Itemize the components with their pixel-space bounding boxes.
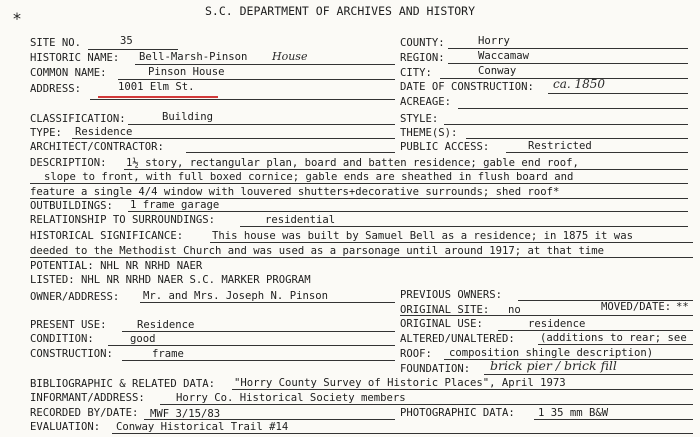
informant-value: Horry Co. Historical Society members	[176, 392, 406, 404]
relationship-value: residential	[265, 214, 336, 226]
relationship-label: RELATIONSHIP TO SURROUNDINGS:	[30, 214, 215, 226]
roof-label: ROOF:	[400, 348, 432, 360]
evaluation-value: Conway Historical Trail #14	[116, 421, 289, 433]
style-label: STYLE:	[400, 113, 439, 125]
significance-line-1: This house was built by Samuel Bell as a residence; in 1875 it was	[212, 230, 633, 242]
construction-label: CONSTRUCTION:	[30, 348, 113, 360]
original-site-label: ORIGINAL SITE:	[400, 304, 490, 316]
type-value: Residence	[75, 126, 133, 138]
description-label: DESCRIPTION:	[30, 157, 107, 169]
condition-label: CONDITION:	[30, 333, 94, 345]
condition-value: good	[130, 333, 156, 345]
address-value: 1001 Elm St.	[118, 81, 195, 93]
public-access-label: PUBLIC ACCESS:	[400, 141, 490, 153]
foundation-label: FOUNDATION:	[400, 363, 471, 375]
themes-label: THEME(S):	[400, 127, 458, 139]
recorded-value: MWF 3/15/83	[150, 408, 221, 420]
evaluation-label: EVALUATION:	[30, 421, 101, 433]
recorded-label: RECORDED BY/DATE:	[30, 407, 139, 419]
classification-label: CLASSIFICATION:	[30, 113, 126, 125]
historic-name-value: Bell-Marsh-Pinson	[139, 51, 248, 63]
listed-line: LISTED: NHL NR NRHD NAER S.C. MARKER PROGRAM	[30, 274, 311, 286]
asterisk-mark: *	[13, 9, 21, 28]
photographic-label: PHOTOGRAPHIC DATA:	[400, 407, 515, 419]
present-use-label: PRESENT USE:	[30, 319, 107, 331]
potential-line: POTENTIAL: NHL NR NRHD NAER	[30, 260, 203, 272]
county-label: COUNTY:	[400, 37, 445, 49]
architect-label: ARCHITECT/CONTRACTOR:	[30, 141, 164, 153]
county-value: Horry	[478, 35, 510, 47]
original-use-label: ORIGINAL USE:	[400, 318, 483, 330]
original-use-value: residence	[528, 318, 586, 330]
previous-owners-label: PREVIOUS OWNERS:	[400, 289, 503, 301]
altered-label: ALTERED/UNALTERED:	[400, 333, 515, 345]
city-label: CITY:	[400, 67, 432, 79]
owner-label: OWNER/ADDRESS:	[30, 291, 120, 303]
address-label: ADDRESS:	[30, 83, 82, 95]
roof-value: composition shingle description)	[449, 347, 654, 359]
public-access-value: Restricted	[528, 140, 592, 152]
construction-value: frame	[152, 348, 184, 360]
page-header: S.C. DEPARTMENT OF ARCHIVES AND HISTORY	[205, 4, 476, 18]
foundation-value: brick pier / brick fill	[490, 358, 617, 373]
significance-label: HISTORICAL SIGNIFICANCE:	[30, 230, 184, 242]
acreage-label: ACREAGE:	[400, 96, 452, 108]
photographic-value: 1 35 mm B&W	[538, 407, 609, 419]
description-line-1: 1½ story, rectangular plan, board and batten residence; gable end roof,	[126, 157, 579, 169]
altered-value: (additions to rear; see	[540, 332, 687, 344]
moved-value: **	[676, 301, 689, 313]
outbuildings-value: 1 frame garage	[130, 199, 220, 211]
city-value: Conway	[478, 65, 517, 77]
site-no-label: SITE NO.	[30, 37, 82, 49]
description-line-2: slope to front, with full boxed cornice; gable ends are sheathed in flush board and	[44, 171, 574, 183]
address-red-underline	[98, 96, 218, 98]
common-name-value: Pinson House	[148, 66, 225, 78]
historic-name-handwritten: House	[272, 50, 308, 63]
site-no-value: 35	[120, 35, 133, 47]
original-site-value: no	[508, 304, 521, 316]
historic-name-label: HISTORIC NAME:	[30, 52, 120, 64]
outbuildings-label: OUTBUILDINGS:	[30, 200, 113, 212]
significance-line-2: deeded to the Methodist Church and was used as a parsonage until around 1917; at that time	[30, 245, 605, 257]
present-use-value: Residence	[137, 319, 195, 331]
common-name-label: COMMON NAME:	[30, 67, 107, 79]
date-construction-value: ca. 1850	[553, 77, 606, 91]
type-label: TYPE:	[30, 127, 62, 139]
date-construction-label: DATE OF CONSTRUCTION:	[400, 81, 534, 93]
region-label: REGION:	[400, 52, 445, 64]
description-line-3: feature a single 4/4 window with louvered shutters+decorative surrounds; shed roof*	[30, 186, 560, 198]
region-value: Waccamaw	[478, 50, 530, 62]
moved-label: MOVED/DATE:	[601, 301, 672, 313]
bibliographic-value: "Horry County Survey of Historic Places", April 1973	[234, 377, 566, 389]
classification-value: Building	[162, 111, 214, 123]
informant-label: INFORMANT/ADDRESS:	[30, 392, 145, 404]
owner-value: Mr. and Mrs. Joseph N. Pinson	[143, 290, 328, 302]
bibliographic-label: BIBLIOGRAPHIC & RELATED DATA:	[30, 378, 215, 390]
